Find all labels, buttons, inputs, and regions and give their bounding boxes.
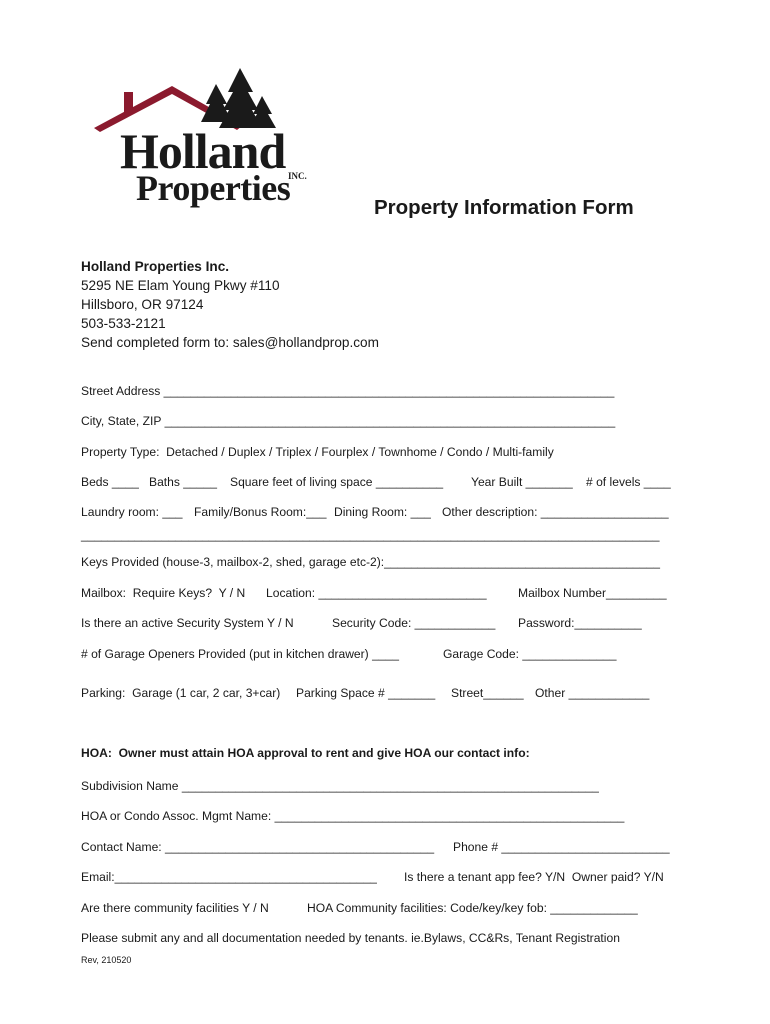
other-description-field[interactable]: Other description: ___________________ [442, 505, 669, 519]
email-field[interactable]: Email:_______________________________________ [81, 870, 377, 884]
city-state-zip-field[interactable]: City, State, ZIP ___________________________________________________________________ [81, 414, 616, 428]
subdivision-field[interactable]: Subdivision Name ______________________________________________________________ [81, 779, 599, 793]
company-phone: 503-533-2121 [81, 316, 166, 331]
company-city: Hillsboro, OR 97124 [81, 297, 204, 312]
parking-space-field[interactable]: Parking Space # _______ [296, 686, 436, 700]
company-street: 5295 NE Elam Young Pkwy #110 [81, 278, 280, 293]
street-parking-field[interactable]: Street______ [451, 686, 524, 700]
baths-field[interactable]: Baths _____ [149, 475, 217, 489]
contact-name-field[interactable]: Contact Name: ________________________________________ [81, 840, 435, 854]
other-parking-field[interactable]: Other ____________ [535, 686, 650, 700]
levels-field[interactable]: # of levels ____ [586, 475, 671, 489]
sqft-field[interactable]: Square feet of living space __________ [230, 475, 444, 489]
keys-provided-field[interactable]: Keys Provided (house-3, mailbox-2, shed, garage etc-2):_________________________________________ [81, 555, 660, 569]
property-type-field[interactable]: Property Type: Detached / Duplex / Triplex / Fourplex / Townhome / Condo / Multi-family [81, 445, 554, 459]
mailbox-location-field[interactable]: Location: _________________________ [266, 586, 487, 600]
hoa-mgmt-field[interactable]: HOA or Condo Assoc. Mgmt Name: ____________________________________________________ [81, 809, 625, 823]
form-title: Property Information Form [374, 196, 634, 219]
dining-room-field[interactable]: Dining Room: ___ [334, 505, 431, 519]
holland-properties-logo [92, 62, 324, 212]
garage-code-field[interactable]: Garage Code: ______________ [443, 647, 617, 661]
hoa-facilities-field[interactable]: HOA Community facilities: Code/key/key fob: _____________ [307, 901, 638, 915]
year-built-field[interactable]: Year Built _______ [471, 475, 573, 489]
pine-trees-icon [201, 68, 276, 128]
community-facilities-field[interactable]: Are there community facilities Y / N [81, 901, 269, 915]
hoa-heading: HOA: Owner must attain HOA approval to rent and give HOA our contact info: [81, 746, 530, 760]
logo-word-properties: Properties [136, 168, 291, 208]
continuation-line[interactable]: ______________________________________________________________________________________ [81, 528, 660, 542]
logo-inc: INC. [288, 171, 307, 181]
family-room-field[interactable]: Family/Bonus Room:___ [194, 505, 327, 519]
contact-phone-field[interactable]: Phone # _________________________ [453, 840, 670, 854]
mailbox-number-field[interactable]: Mailbox Number_________ [518, 586, 667, 600]
tenant-fee-field[interactable]: Is there a tenant app fee? Y/N Owner paid? Y/N [404, 870, 664, 884]
company-name: Holland Properties Inc. [81, 259, 230, 274]
beds-field[interactable]: Beds ____ [81, 475, 139, 489]
submit-note: Please submit any and all documentation needed by tenants. ie.Bylaws, CC&Rs, Tenant Registration [81, 931, 620, 945]
revision-label: Rev, 210520 [81, 955, 132, 965]
garage-openers-field[interactable]: # of Garage Openers Provided (put in kitchen drawer) ____ [81, 647, 399, 661]
laundry-field[interactable]: Laundry room: ___ [81, 505, 183, 519]
mailbox-keys-field[interactable]: Mailbox: Require Keys? Y / N [81, 586, 246, 600]
send-to-line: Send completed form to: sales@hollandprop.com [81, 335, 379, 350]
password-field[interactable]: Password:__________ [518, 616, 642, 630]
street-address-field[interactable]: Street Address ___________________________________________________________________ [81, 384, 615, 398]
logo-word-holland: Holland [120, 123, 286, 179]
security-code-field[interactable]: Security Code: ____________ [332, 616, 496, 630]
company-address-block [81, 257, 379, 352]
security-system-field[interactable]: Is there an active Security System Y / N [81, 616, 294, 630]
chimney-icon [124, 92, 133, 114]
parking-field[interactable]: Parking: Garage (1 car, 2 car, 3+car) [81, 686, 281, 700]
